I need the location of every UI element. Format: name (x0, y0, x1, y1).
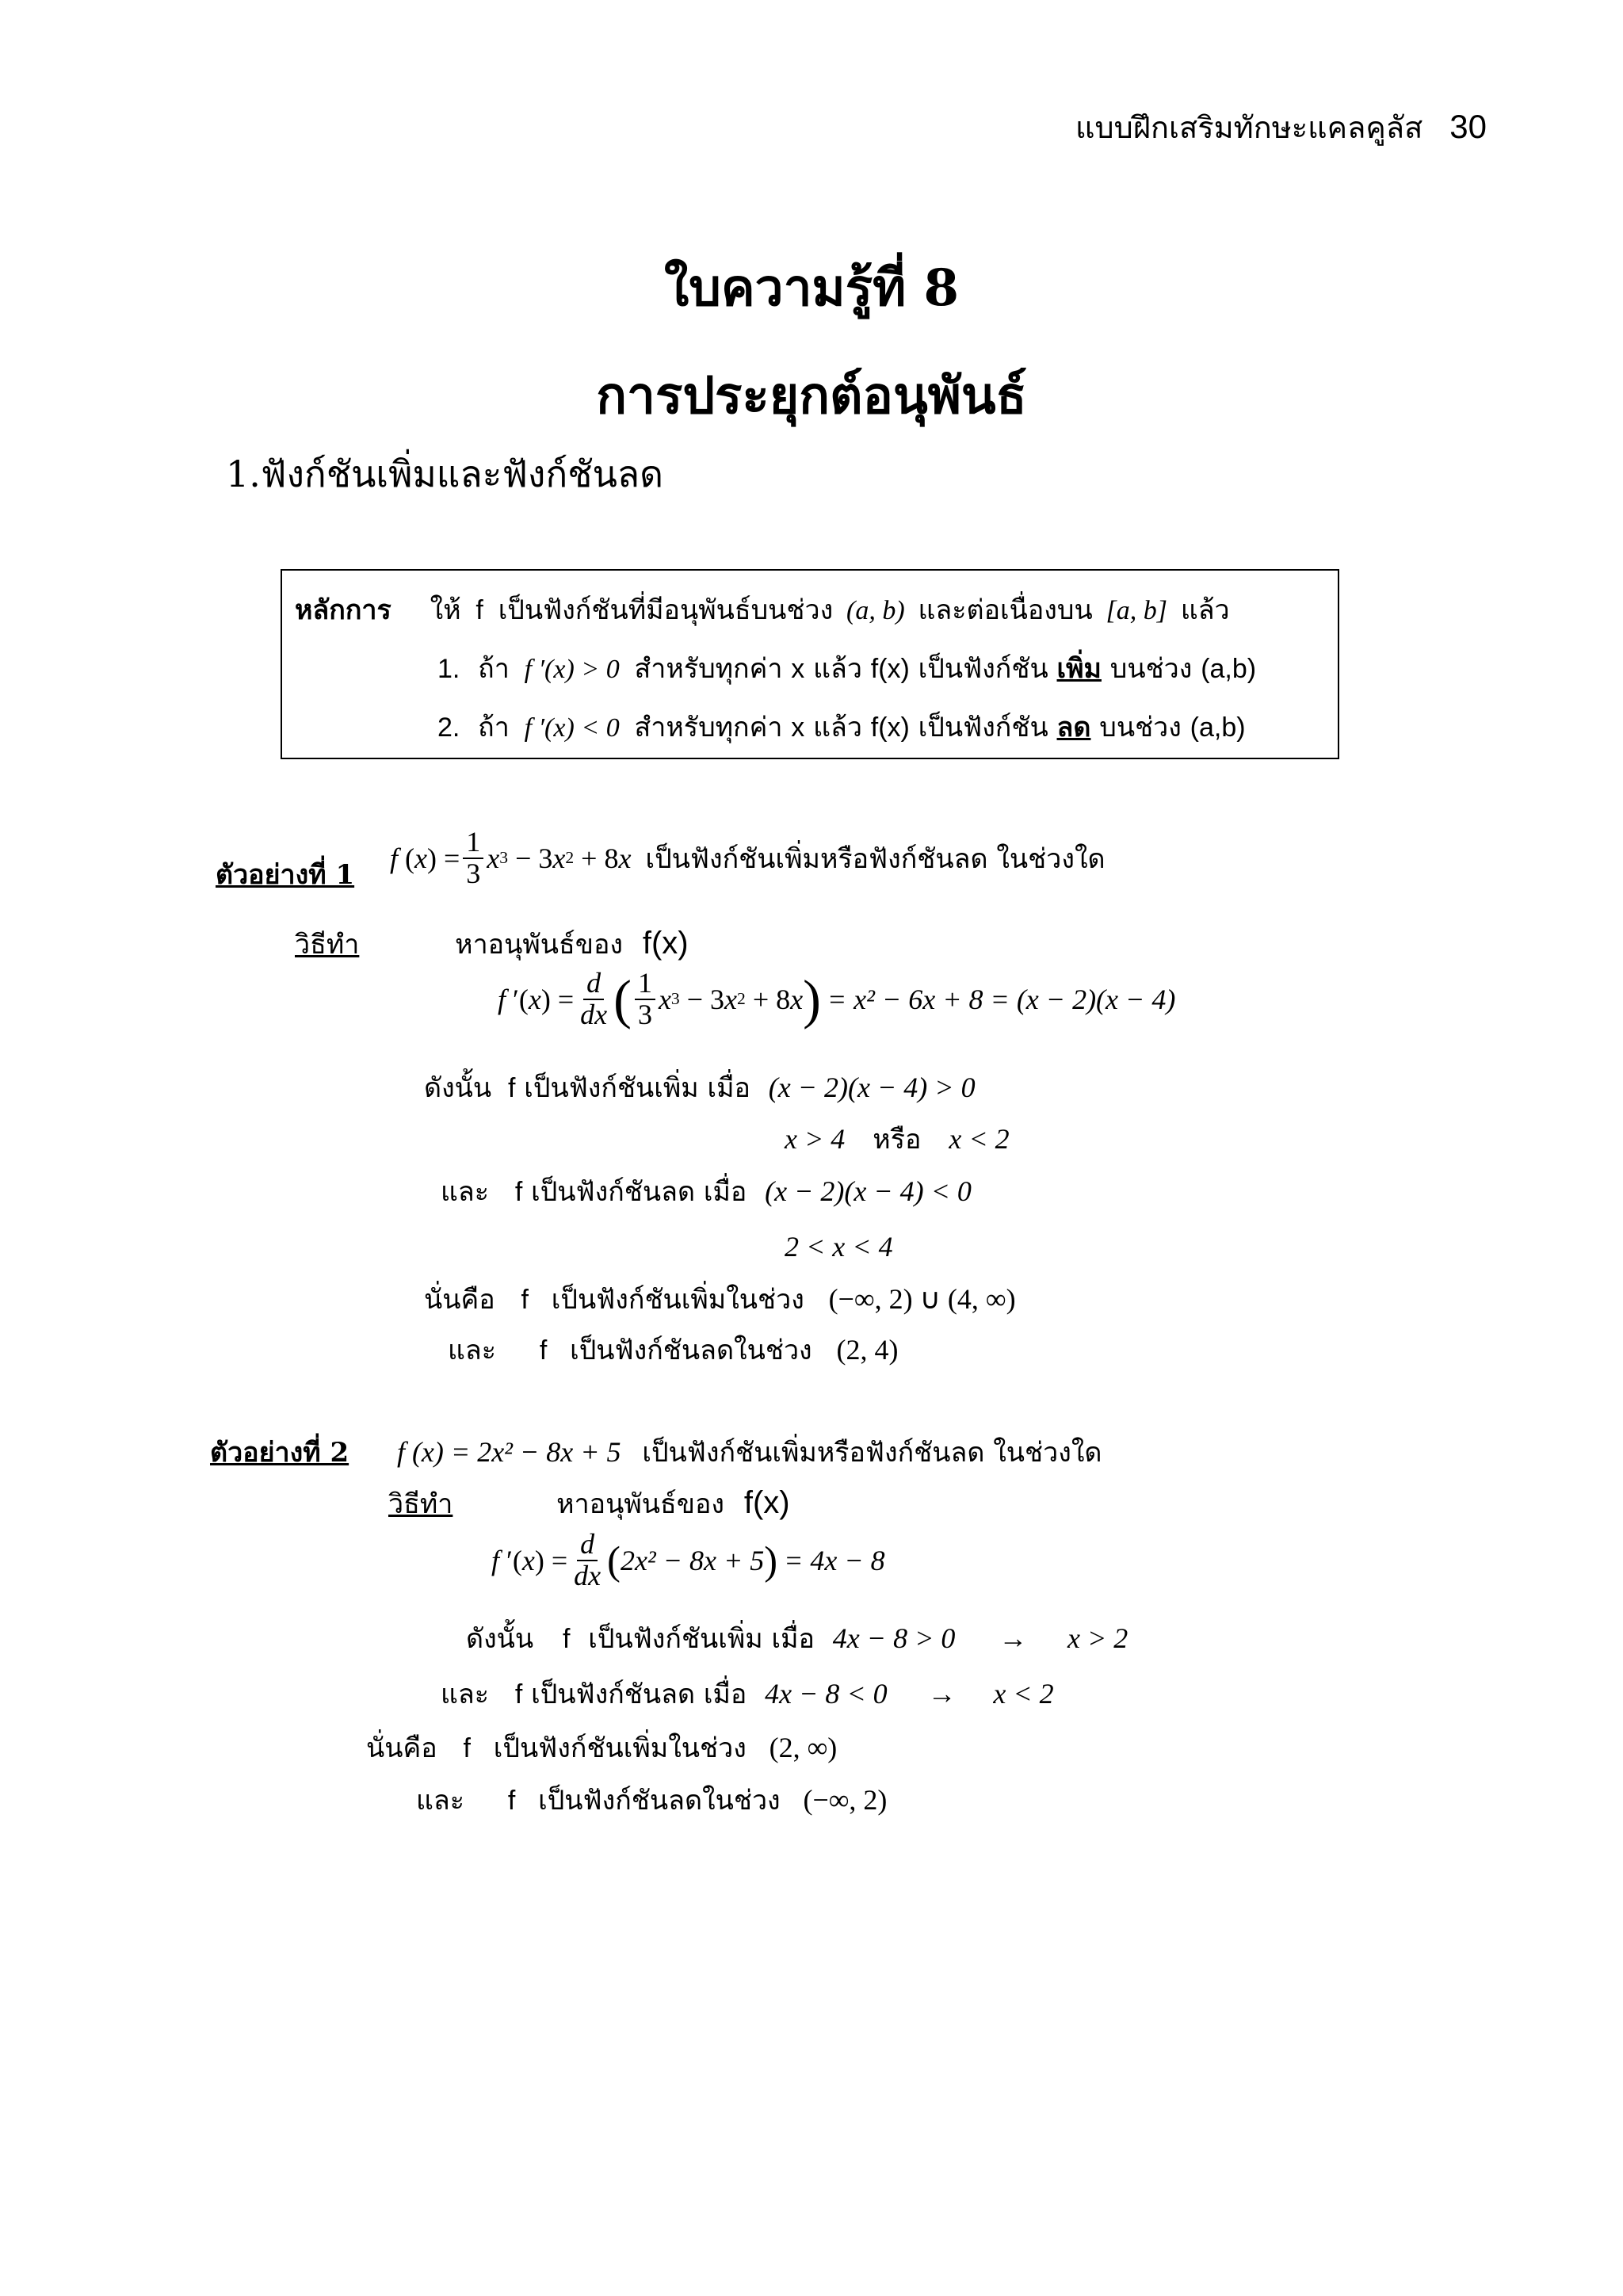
interval: (2, 4) (836, 1334, 899, 1366)
solution: x > 2 (1067, 1622, 1128, 1654)
item-text: แล้ว (813, 712, 862, 743)
solution: x > 4 (785, 1123, 846, 1155)
item-x: x (791, 654, 805, 684)
example-1-derivative: f ′( x ) = $\frac{d}{dx}$ ( $\frac{1}{3}$ x 3 − 3 x 2 + 8 x ) = x² − 6x + 8 = (x − 2)(x − 4) (498, 967, 1176, 1030)
example-2-conclusion-dec (416, 1778, 887, 1821)
principle-text: ให้ (430, 594, 461, 626)
method-fx: f(x) (743, 1485, 790, 1520)
item-number: 2. (437, 712, 460, 743)
example-2-derivative: f ′( x ) = $\frac{d}{dx}$ ( 2x² − 8x + 5 ) = 4x − 8 (491, 1528, 885, 1591)
method-fx: f(x) (642, 926, 689, 961)
interval: (−∞, 2) ∪ (4, ∞) (828, 1283, 1016, 1315)
page-title: ใบความรู้ที่ 8 (663, 258, 960, 318)
page-subtitle: การประยุกต์อนุพันธ์ (596, 366, 1027, 426)
f-symbol: f (562, 1624, 571, 1654)
principle-item (437, 705, 1246, 748)
method-text: หาอนุพันธ์ของ (556, 1488, 725, 1520)
item-text: บนช่วง (1099, 712, 1182, 743)
example-2-heading (210, 1431, 1102, 1473)
interval: (2, ∞) (769, 1732, 838, 1763)
principle-text: แล้ว (1180, 594, 1230, 626)
example-function: f (x) = 2x² − 8x + 5 (396, 1436, 621, 1468)
item-interval: (a,b) (1201, 654, 1257, 684)
text: เป็นฟังก์ชันเพิ่ม เมื่อ (588, 1623, 815, 1655)
principle-text: เป็นฟังก์ชันที่มีอนุพันธ์บนช่วง (498, 594, 834, 626)
header-title: แบบฝึกเสริมทักษะแคลคูลัส (1075, 110, 1423, 145)
text: ดังนั้น (424, 1072, 492, 1104)
f-symbol: f (463, 1733, 471, 1763)
item-condition: f ′(x) > 0 (524, 655, 620, 684)
running-header (1075, 103, 1487, 151)
f-symbol: f (507, 1073, 516, 1103)
example-2-decreasing-condition (441, 1672, 1054, 1715)
text: เป็นฟังก์ชันลดในช่วง (570, 1335, 812, 1366)
example-1-method (295, 923, 689, 965)
example-1-decreasing-condition (441, 1170, 972, 1213)
example-1-conclusion-dec (448, 1328, 898, 1371)
f-symbol: f (514, 1177, 523, 1207)
arrow-icon: → (999, 1622, 1028, 1654)
item-text: บนช่วง (1109, 653, 1193, 685)
text: และ (441, 1679, 490, 1710)
item-text: สำหรับทุกค่า (634, 712, 783, 743)
item-interval: (a,b) (1190, 712, 1246, 743)
principle-interval-closed: [a, b] (1106, 596, 1167, 625)
item-condition: f ′(x) < 0 (524, 713, 620, 743)
example-question: เป็นฟังก์ชันเพิ่มหรือฟังก์ชันลด ในช่วงใด (645, 842, 1106, 875)
derivative-result: = 4x − 8 (784, 1544, 885, 1576)
example-2-method (388, 1482, 790, 1525)
method-text: หาอนุพันธ์ของ (455, 929, 624, 961)
text: เป็นฟังก์ชันเพิ่ม เมื่อ (524, 1072, 750, 1104)
example-label: ตัวอย่างที่ 1 (216, 859, 355, 891)
item-text: เป็นฟังก์ชัน (918, 653, 1048, 685)
text: นั่นคือ (366, 1733, 437, 1764)
text: เป็นฟังก์ชันลด เมื่อ (531, 1176, 747, 1208)
item-text: ถ้า (478, 653, 510, 685)
item-number: 1. (437, 654, 460, 684)
item-text: สำหรับทุกค่า (634, 653, 783, 685)
inequality: 4x − 8 > 0 (832, 1622, 956, 1654)
solution: x < 2 (993, 1678, 1054, 1710)
example-question: เป็นฟังก์ชันเพิ่มหรือฟังก์ชันลด ในช่วงใด (642, 1437, 1102, 1469)
example-2-conclusion-inc (366, 1726, 837, 1769)
text: และ (441, 1176, 490, 1208)
item-text: แล้ว (813, 653, 862, 685)
text: และ (416, 1785, 465, 1817)
example-1-heading (216, 853, 354, 896)
item-kind: ลด (1056, 712, 1091, 743)
inequality: (x − 2)(x − 4) > 0 (768, 1072, 976, 1103)
principle-f: f (475, 595, 483, 625)
derivative-inner: 2x² − 8x + 5 (620, 1544, 765, 1576)
item-fx: f(x) (870, 712, 910, 743)
example-label: ตัวอย่างที่ 2 (210, 1437, 349, 1469)
example-1-increasing-condition (424, 1066, 976, 1109)
item-text: เป็นฟังก์ชัน (918, 712, 1048, 743)
derivative-result: = x² − 6x + 8 = (x − 2)(x − 4) (827, 983, 1176, 1015)
principle-item (437, 647, 1256, 690)
method-label: วิธีทำ (388, 1488, 453, 1520)
example-1-function: f ( x ) = $\frac{1}{3}$ x 3 − 3 x 2 + 8 x เป็นฟังก์ชันเพิ่มหรือฟังก์ชันลด ในช่วงใด (390, 826, 1106, 889)
page-number: 30 (1449, 108, 1487, 145)
text: และ (448, 1335, 497, 1366)
solution: 2 < x < 4 (785, 1231, 893, 1263)
text: เป็นฟังก์ชันเพิ่มในช่วง (493, 1733, 747, 1764)
text: หรือ (873, 1124, 922, 1156)
method-label: วิธีทำ (295, 929, 360, 961)
f-symbol: f (539, 1335, 548, 1366)
principle-box (281, 569, 1339, 759)
interval: (−∞, 2) (803, 1784, 888, 1816)
text: ดังนั้น (466, 1623, 534, 1655)
principle-intro (295, 588, 1230, 631)
inequality: 4x − 8 < 0 (765, 1678, 888, 1710)
example-1-conclusion-inc (424, 1278, 1016, 1320)
text: นั่นคือ (424, 1284, 495, 1316)
item-fx: f(x) (870, 654, 910, 684)
inequality: (x − 2)(x − 4) < 0 (765, 1175, 972, 1207)
arrow-icon: → (927, 1678, 957, 1710)
principle-label: หลักการ (295, 594, 391, 626)
section-heading: 1.ฟังก์ชันเพิ่มและฟังก์ชันลด (226, 453, 663, 495)
principle-text: และต่อเนื่องบน (918, 594, 1093, 626)
text: เป็นฟังก์ชันลดในช่วง (538, 1785, 781, 1817)
f-symbol: f (514, 1679, 523, 1710)
example-1-increasing-solution (785, 1117, 1010, 1160)
text: เป็นฟังก์ชันเพิ่มในช่วง (551, 1284, 804, 1316)
f-symbol: f (507, 1786, 516, 1816)
item-kind: เพิ่ม (1056, 653, 1102, 685)
example-2-increasing-condition (466, 1617, 1128, 1660)
item-text: ถ้า (478, 712, 510, 743)
solution: x < 2 (949, 1123, 1010, 1155)
example-1-decreasing-solution (785, 1230, 893, 1263)
f-symbol: f (521, 1285, 529, 1315)
item-x: x (791, 712, 805, 743)
text: เป็นฟังก์ชันลด เมื่อ (531, 1679, 747, 1710)
principle-interval-open: (a, b) (846, 596, 905, 625)
